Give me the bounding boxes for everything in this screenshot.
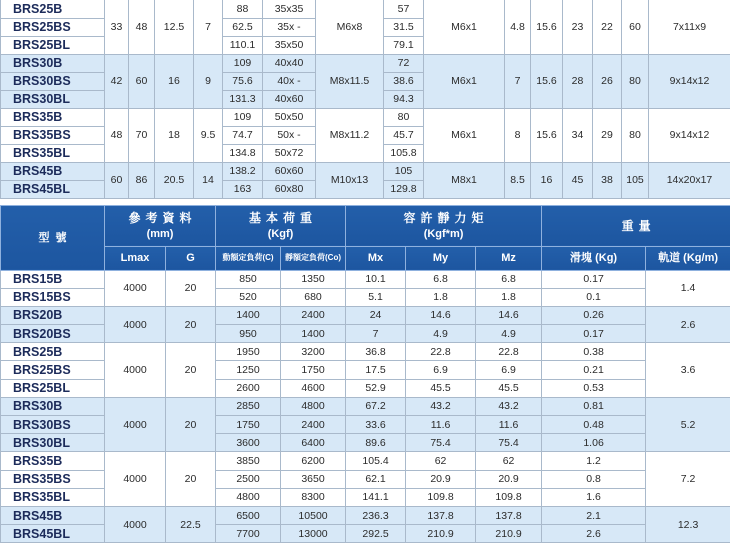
model-cell: BRS25BL xyxy=(1,379,105,397)
header-reference-group xyxy=(105,205,216,246)
header-model: 型號 xyxy=(1,205,105,270)
dimension-cell: 40x60 xyxy=(263,90,316,108)
header-reference-title: 參考資料 xyxy=(128,210,197,225)
static-load-cell: 3200 xyxy=(281,343,346,361)
dimension-cell: 75.6 xyxy=(223,72,263,90)
lmax-cell: 4000 xyxy=(105,306,166,342)
dimension-cell: 18 xyxy=(155,108,194,162)
dimension-cell: 138.2 xyxy=(223,162,263,180)
table-row xyxy=(1,397,730,415)
static-load-cell: 6200 xyxy=(281,452,346,470)
model-cell: BRS20B xyxy=(1,306,105,324)
dynamic-load-cell: 1750 xyxy=(216,416,281,434)
g-cell: 20 xyxy=(166,306,216,342)
block-weight-cell: 0.48 xyxy=(542,416,646,434)
lmax-cell: 4000 xyxy=(105,397,166,452)
model-cell: BRS20BS xyxy=(1,325,105,343)
header-my: My xyxy=(406,246,476,270)
lmax-cell: 4000 xyxy=(105,343,166,398)
lmax-cell: 4000 xyxy=(105,452,166,507)
header-mx: Mx xyxy=(346,246,406,270)
dimension-cell: 16 xyxy=(155,54,194,108)
model-cell: BRS35BL xyxy=(1,144,105,162)
dimension-cell: 20.5 xyxy=(155,162,194,198)
model-cell: BRS35B xyxy=(1,108,105,126)
dimension-cell: 62.5 xyxy=(223,18,263,36)
my-cell: 210.9 xyxy=(406,525,476,543)
dimension-cell: 45 xyxy=(563,162,593,198)
static-load-cell: 1750 xyxy=(281,361,346,379)
header-static-moment-title: 容許靜力矩 xyxy=(403,210,489,225)
mz-cell: 45.5 xyxy=(476,379,542,397)
dimension-table xyxy=(0,0,730,199)
rail-weight-cell: 2.6 xyxy=(646,306,730,342)
dimension-cell: 131.3 xyxy=(223,90,263,108)
model-cell: BRS45BL xyxy=(1,180,105,198)
rail-weight-cell: 5.2 xyxy=(646,397,730,452)
dimension-cell: 9 xyxy=(194,54,223,108)
header-basic-load-title: 基本荷重 xyxy=(249,210,318,225)
static-load-cell: 10500 xyxy=(281,506,346,524)
dimension-table-body xyxy=(1,0,730,198)
dimension-cell: 38.6 xyxy=(384,72,424,90)
model-cell: BRS30B xyxy=(1,54,105,72)
model-cell: BRS35BS xyxy=(1,470,105,488)
model-cell: BRS25B xyxy=(1,0,105,18)
bolt-size-cell: M8x11.5 xyxy=(316,54,384,108)
model-cell: BRS45B xyxy=(1,162,105,180)
table-row xyxy=(1,506,730,524)
dimension-cell: 57 xyxy=(384,0,424,18)
rail-weight-cell: 7.2 xyxy=(646,452,730,507)
dimension-cell: 28 xyxy=(563,54,593,108)
mz-cell: 4.9 xyxy=(476,325,542,343)
dynamic-load-cell: 850 xyxy=(216,270,281,288)
block-weight-cell: 2.6 xyxy=(542,525,646,543)
dimension-cell: 8 xyxy=(505,108,531,162)
model-cell: BRS35BS xyxy=(1,126,105,144)
dimension-cell: 110.1 xyxy=(223,36,263,54)
header-reference-unit: (mm) xyxy=(146,227,174,240)
dynamic-load-cell: 4800 xyxy=(216,488,281,506)
dimension-cell: M8x1 xyxy=(424,162,505,198)
mx-cell: 5.1 xyxy=(346,288,406,306)
table-row xyxy=(1,108,730,126)
table-row xyxy=(1,452,730,470)
dimension-cell: 80 xyxy=(384,108,424,126)
dimension-cell: 48 xyxy=(129,0,155,54)
static-load-cell: 4600 xyxy=(281,379,346,397)
static-load-cell: 680 xyxy=(281,288,346,306)
dimension-cell: 34 xyxy=(563,108,593,162)
model-cell: BRS30BS xyxy=(1,416,105,434)
mz-cell: 1.8 xyxy=(476,288,542,306)
dimension-cell: M6x1 xyxy=(424,108,505,162)
mx-cell: 7 xyxy=(346,325,406,343)
g-cell: 22.5 xyxy=(166,506,216,542)
dimension-cell: 40x40 xyxy=(263,54,316,72)
dynamic-load-cell: 6500 xyxy=(216,506,281,524)
block-weight-cell: 0.38 xyxy=(542,343,646,361)
dimension-cell: 163 xyxy=(223,180,263,198)
dimension-cell: 72 xyxy=(384,54,424,72)
mx-cell: 10.1 xyxy=(346,270,406,288)
dimension-cell: 12.5 xyxy=(155,0,194,54)
table-row xyxy=(1,270,730,288)
dynamic-load-cell: 3850 xyxy=(216,452,281,470)
block-weight-cell: 0.53 xyxy=(542,379,646,397)
mx-cell: 236.3 xyxy=(346,506,406,524)
dynamic-load-cell: 1950 xyxy=(216,343,281,361)
my-cell: 4.9 xyxy=(406,325,476,343)
dynamic-load-cell: 2850 xyxy=(216,397,281,415)
load-rating-table-body xyxy=(1,270,730,543)
mz-cell: 6.9 xyxy=(476,361,542,379)
dimension-cell: 8.5 xyxy=(505,162,531,198)
bolt-size-cell: M8x11.2 xyxy=(316,108,384,162)
dimension-cell: 22 xyxy=(593,0,622,54)
dimension-cell: 80 xyxy=(622,108,649,162)
dimension-cell: 26 xyxy=(593,54,622,108)
dimension-cell: 105 xyxy=(622,162,649,198)
dimension-cell: 42 xyxy=(105,54,129,108)
dynamic-load-cell: 3600 xyxy=(216,434,281,452)
static-load-cell: 3650 xyxy=(281,470,346,488)
mx-cell: 36.8 xyxy=(346,343,406,361)
my-cell: 6.8 xyxy=(406,270,476,288)
dimension-cell: 29 xyxy=(593,108,622,162)
dimension-cell: 60x60 xyxy=(263,162,316,180)
my-cell: 43.2 xyxy=(406,397,476,415)
mx-cell: 292.5 xyxy=(346,525,406,543)
dimension-cell: 48 xyxy=(105,108,129,162)
static-load-cell: 2400 xyxy=(281,416,346,434)
mx-cell: 52.9 xyxy=(346,379,406,397)
mx-cell: 17.5 xyxy=(346,361,406,379)
dynamic-load-cell: 2500 xyxy=(216,470,281,488)
dimension-cell: 15.6 xyxy=(531,0,563,54)
my-cell: 11.6 xyxy=(406,416,476,434)
dimension-cell: 86 xyxy=(129,162,155,198)
dimension-cell: 134.8 xyxy=(223,144,263,162)
mx-cell: 24 xyxy=(346,306,406,324)
g-cell: 20 xyxy=(166,270,216,306)
model-cell: BRS35B xyxy=(1,452,105,470)
dimension-cell: 40x - xyxy=(263,72,316,90)
mz-cell: 109.8 xyxy=(476,488,542,506)
model-cell: BRS45B xyxy=(1,506,105,524)
table-row xyxy=(1,162,730,180)
model-cell: BRS35BL xyxy=(1,488,105,506)
dimension-cell: 16 xyxy=(531,162,563,198)
mz-cell: 62 xyxy=(476,452,542,470)
header-row-sub xyxy=(1,246,730,270)
dimension-cell: 50x72 xyxy=(263,144,316,162)
model-cell: BRS25B xyxy=(1,343,105,361)
header-weight-group xyxy=(542,205,730,246)
mx-cell: 33.6 xyxy=(346,416,406,434)
dimension-cell: 35x50 xyxy=(263,36,316,54)
my-cell: 62 xyxy=(406,452,476,470)
g-cell: 20 xyxy=(166,452,216,507)
mx-cell: 67.2 xyxy=(346,397,406,415)
dimension-cell: 70 xyxy=(129,108,155,162)
model-cell: BRS45BL xyxy=(1,525,105,543)
dimension-cell: 4.8 xyxy=(505,0,531,54)
dynamic-load-cell: 1400 xyxy=(216,306,281,324)
mz-cell: 11.6 xyxy=(476,416,542,434)
my-cell: 20.9 xyxy=(406,470,476,488)
mz-cell: 6.8 xyxy=(476,270,542,288)
dimension-cell: 9x14x12 xyxy=(649,54,730,108)
header-row-main xyxy=(1,205,730,246)
header-basic-load-group xyxy=(216,205,346,246)
dimension-cell: 45.7 xyxy=(384,126,424,144)
dimension-cell: 50x50 xyxy=(263,108,316,126)
dimension-cell: 15.6 xyxy=(531,54,563,108)
mz-cell: 75.4 xyxy=(476,434,542,452)
header-weight-title: 重量 xyxy=(621,218,656,233)
block-weight-cell: 0.81 xyxy=(542,397,646,415)
model-cell: BRS30BL xyxy=(1,90,105,108)
header-g: G xyxy=(166,246,216,270)
load-rating-table xyxy=(0,205,730,544)
static-load-cell: 6400 xyxy=(281,434,346,452)
table-row xyxy=(1,306,730,324)
header-static-moment-group xyxy=(346,205,542,246)
table-row xyxy=(1,343,730,361)
block-weight-cell: 0.17 xyxy=(542,325,646,343)
dimension-cell: 35x35 xyxy=(263,0,316,18)
model-cell: BRS30B xyxy=(1,397,105,415)
dimension-cell: 80 xyxy=(622,54,649,108)
dimension-cell: 88 xyxy=(223,0,263,18)
static-load-cell: 2400 xyxy=(281,306,346,324)
mz-cell: 14.6 xyxy=(476,306,542,324)
table-row xyxy=(1,0,730,18)
header-lmax: Lmax xyxy=(105,246,166,270)
dimension-cell: 74.7 xyxy=(223,126,263,144)
block-weight-cell: 0.21 xyxy=(542,361,646,379)
dimension-cell: 23 xyxy=(563,0,593,54)
dimension-cell: 60x80 xyxy=(263,180,316,198)
dynamic-load-cell: 520 xyxy=(216,288,281,306)
dimension-cell: 60 xyxy=(105,162,129,198)
lmax-cell: 4000 xyxy=(105,270,166,306)
dimension-cell: 109 xyxy=(223,54,263,72)
model-cell: BRS25BS xyxy=(1,361,105,379)
static-load-cell: 1400 xyxy=(281,325,346,343)
my-cell: 137.8 xyxy=(406,506,476,524)
rail-weight-cell: 3.6 xyxy=(646,343,730,398)
load-rating-table-header xyxy=(1,205,730,270)
dimension-cell: 9.5 xyxy=(194,108,223,162)
my-cell: 45.5 xyxy=(406,379,476,397)
dimension-cell: 50x - xyxy=(263,126,316,144)
header-rail-weight: 軌道 (Kg/m) xyxy=(646,246,730,270)
my-cell: 6.9 xyxy=(406,361,476,379)
model-cell: BRS15B xyxy=(1,270,105,288)
dimension-cell: 60 xyxy=(622,0,649,54)
header-dynamic-load: 動額定負荷(C) xyxy=(216,246,281,270)
dimension-cell: 79.1 xyxy=(384,36,424,54)
my-cell: 22.8 xyxy=(406,343,476,361)
dimension-cell: 94.3 xyxy=(384,90,424,108)
model-cell: BRS30BL xyxy=(1,434,105,452)
dimension-cell: M6x1 xyxy=(424,54,505,108)
header-static-moment-unit: (Kgf*m) xyxy=(423,227,464,240)
model-cell: BRS25BS xyxy=(1,18,105,36)
dimension-cell: M6x1 xyxy=(424,0,505,54)
dimension-cell: 7 xyxy=(505,54,531,108)
static-load-cell: 8300 xyxy=(281,488,346,506)
block-weight-cell: 1.06 xyxy=(542,434,646,452)
lmax-cell: 4000 xyxy=(105,506,166,542)
static-load-cell: 13000 xyxy=(281,525,346,543)
bolt-size-cell: M10x13 xyxy=(316,162,384,198)
dynamic-load-cell: 1250 xyxy=(216,361,281,379)
mx-cell: 62.1 xyxy=(346,470,406,488)
mx-cell: 105.4 xyxy=(346,452,406,470)
rail-weight-cell: 12.3 xyxy=(646,506,730,542)
dimension-cell: 129.8 xyxy=(384,180,424,198)
block-weight-cell: 2.1 xyxy=(542,506,646,524)
mz-cell: 22.8 xyxy=(476,343,542,361)
dimension-cell: 105.8 xyxy=(384,144,424,162)
mz-cell: 43.2 xyxy=(476,397,542,415)
header-block-weight: 滑塊 (Kg) xyxy=(542,246,646,270)
dimension-cell: 14x20x17 xyxy=(649,162,730,198)
dynamic-load-cell: 2600 xyxy=(216,379,281,397)
model-cell: BRS30BS xyxy=(1,72,105,90)
dimension-cell: 7 xyxy=(194,0,223,54)
table-row xyxy=(1,54,730,72)
block-weight-cell: 0.17 xyxy=(542,270,646,288)
g-cell: 20 xyxy=(166,397,216,452)
dimension-cell: 38 xyxy=(593,162,622,198)
dynamic-load-cell: 7700 xyxy=(216,525,281,543)
dimension-cell: 33 xyxy=(105,0,129,54)
block-weight-cell: 0.26 xyxy=(542,306,646,324)
model-cell: BRS15BS xyxy=(1,288,105,306)
mx-cell: 141.1 xyxy=(346,488,406,506)
my-cell: 75.4 xyxy=(406,434,476,452)
dimension-cell: 60 xyxy=(129,54,155,108)
static-load-cell: 1350 xyxy=(281,270,346,288)
header-mz: Mz xyxy=(476,246,542,270)
dimension-cell: 7x11x9 xyxy=(649,0,730,54)
my-cell: 109.8 xyxy=(406,488,476,506)
bolt-size-cell: M6x8 xyxy=(316,0,384,54)
mz-cell: 20.9 xyxy=(476,470,542,488)
block-weight-cell: 0.1 xyxy=(542,288,646,306)
mx-cell: 89.6 xyxy=(346,434,406,452)
model-cell: BRS25BL xyxy=(1,36,105,54)
header-basic-load-unit: (Kgf) xyxy=(267,227,294,240)
dimension-cell: 15.6 xyxy=(531,108,563,162)
dimension-cell: 109 xyxy=(223,108,263,126)
dimension-cell: 105 xyxy=(384,162,424,180)
dimension-cell: 9x14x12 xyxy=(649,108,730,162)
rail-weight-cell: 1.4 xyxy=(646,270,730,306)
my-cell: 14.6 xyxy=(406,306,476,324)
block-weight-cell: 1.6 xyxy=(542,488,646,506)
g-cell: 20 xyxy=(166,343,216,398)
mz-cell: 210.9 xyxy=(476,525,542,543)
my-cell: 1.8 xyxy=(406,288,476,306)
dynamic-load-cell: 950 xyxy=(216,325,281,343)
block-weight-cell: 1.2 xyxy=(542,452,646,470)
dimension-cell: 14 xyxy=(194,162,223,198)
dimension-cell: 35x - xyxy=(263,18,316,36)
mz-cell: 137.8 xyxy=(476,506,542,524)
block-weight-cell: 0.8 xyxy=(542,470,646,488)
dimension-cell: 31.5 xyxy=(384,18,424,36)
header-static-load: 靜額定負荷(Co) xyxy=(281,246,346,270)
static-load-cell: 4800 xyxy=(281,397,346,415)
